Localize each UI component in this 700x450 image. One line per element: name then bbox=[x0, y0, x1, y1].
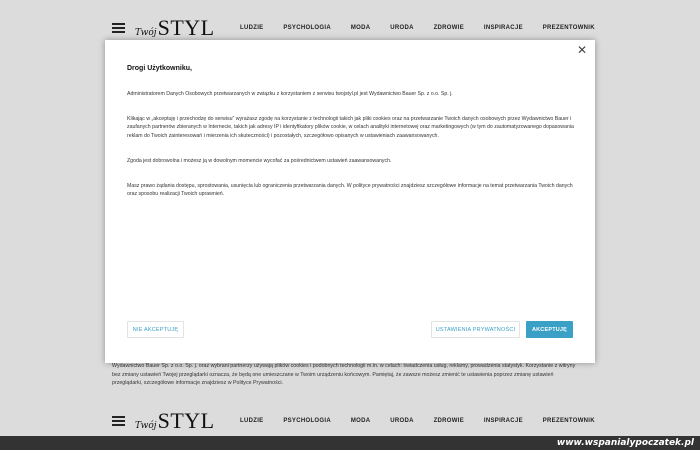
nav-item-moda[interactable]: MODA bbox=[350, 418, 371, 424]
main-nav bbox=[240, 418, 595, 424]
nav-item-zdrowie[interactable]: ZDROWIE bbox=[433, 25, 465, 31]
nav-item-uroda[interactable]: URODA bbox=[390, 418, 414, 424]
logo-script-text: Twój bbox=[135, 421, 157, 431]
modal-paragraph-administrator: Administratorem Danych Osobowych przetwarzanych w związku z korzystaniem z serwisu twojstyl.pl jest Wydawnictwo Bauer Sp. z o.o. Sp. j. bbox=[127, 91, 453, 97]
nav-item-ludzie[interactable]: LUDZIE bbox=[240, 418, 264, 424]
logo-script-text: Twój bbox=[135, 28, 157, 38]
site-logo[interactable] bbox=[135, 408, 215, 434]
main-nav bbox=[240, 25, 595, 31]
privacy-settings-button[interactable]: USTAWIENIA PRYWATNOŚCI bbox=[431, 321, 520, 338]
nav-item-uroda[interactable]: URODA bbox=[390, 25, 414, 31]
nav-item-ludzie[interactable]: LUDZIE bbox=[240, 25, 264, 31]
nav-item-moda[interactable]: MODA bbox=[350, 25, 371, 31]
hamburger-menu-icon[interactable] bbox=[112, 23, 125, 33]
nav-item-zdrowie[interactable]: ZDROWIE bbox=[433, 418, 465, 424]
hamburger-menu-icon[interactable] bbox=[112, 416, 125, 426]
cookie-consent-modal bbox=[105, 40, 595, 363]
modal-title: Drogi Użytkowniku, bbox=[127, 65, 192, 72]
nav-item-psychologia[interactable]: PSYCHOLOGIA bbox=[283, 25, 331, 31]
background-cookie-notice: Wydawnictwo Bauer Sp. z o.o. Sp. j. oraz wybrani partnerzy używają plików cookies i podobnych technologii m.in. w celach: świadczenia usług, reklamy, prowadzenia statystyk. Korzystanie z witryny bez zmiany ustawień Twojej przeglądarki oznacza, że będą one umieszczane w Twoim urządzeniu końcowym. Pamiętaj, że zawsze możesz zmienić te ustawienia poprzez zmianę ustawień przeglądarki, szczegółowe informacje znajdziesz w Polityce Prywatności. bbox=[112, 363, 576, 387]
site-header-top bbox=[105, 13, 595, 43]
modal-paragraph-rights: Masz prawo żądania dostępu, sprostowania, usunięcia lub ograniczenia przetwarzania danych. W polityce prywatności znajdziesz szczegółowe informacje na temat przetwarzania Twoich danych oraz sposobu realizacji Twoich uprawnień. bbox=[127, 183, 573, 198]
site-header-bottom bbox=[105, 406, 595, 436]
nav-item-prezentownik[interactable]: PREZENTOWNIK bbox=[542, 418, 595, 424]
reject-button[interactable]: NIE AKCEPTUJĘ bbox=[127, 321, 184, 338]
modal-paragraph-consent: Klikając w „akceptuję i przechodzę do serwisu” wyrażasz zgodę na korzystanie z technologii takich jak pliki cookies oraz na przetwarzanie Twoich danych osobowych przez Wydawnictwo Bauer i zaufanych partnerów zbieranych w Internecie, takich jak adresy IP i identyfikatory plików cookie, w celach analityki internetowej oraz marketingowych (w tym do zautomatyzowanego dopasowania reklam do Twoich zainteresowań i mierzenia ich skuteczności) i pozostałych, szczegółowo opisanych w ustawieniach zaawansowanych. bbox=[127, 116, 574, 139]
nav-item-inspiracje[interactable]: INSPIRACJE bbox=[483, 25, 523, 31]
watermark-strip bbox=[0, 436, 700, 450]
logo-main-text: STYL bbox=[157, 408, 215, 433]
close-icon[interactable]: ✕ bbox=[576, 43, 588, 57]
watermark-text: www.wspanialypoczatek.pl bbox=[556, 438, 694, 448]
modal-paragraph-voluntary: Zgoda jest dobrowolna i możesz ją w dowolnym momencie wycofać za pośrednictwem ustawień zaawansowanych. bbox=[127, 158, 392, 164]
accept-button[interactable]: AKCEPTUJĘ bbox=[526, 321, 573, 338]
logo-main-text: STYL bbox=[157, 15, 215, 40]
nav-item-prezentownik[interactable]: PREZENTOWNIK bbox=[542, 25, 595, 31]
nav-item-psychologia[interactable]: PSYCHOLOGIA bbox=[283, 418, 331, 424]
site-logo[interactable] bbox=[135, 15, 215, 41]
nav-item-inspiracje[interactable]: INSPIRACJE bbox=[483, 418, 523, 424]
